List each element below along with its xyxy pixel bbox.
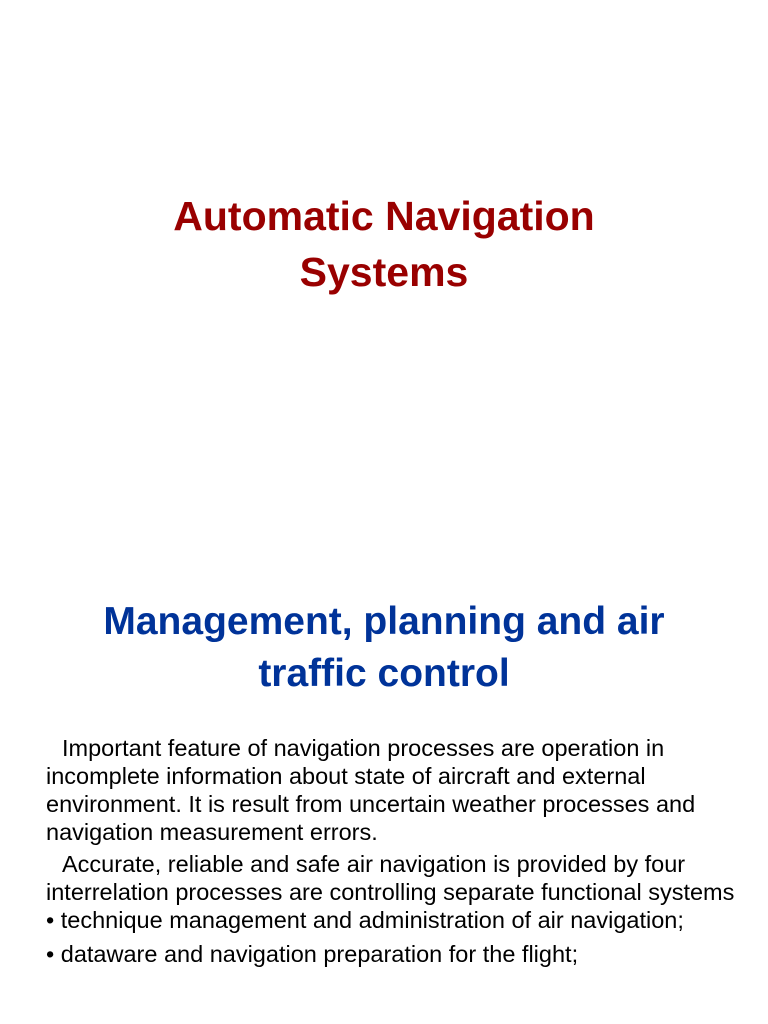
heading-line: traffic control: [258, 652, 510, 695]
slide-heading: [0, 596, 768, 700]
heading-line: Management, planning and air: [103, 600, 665, 643]
body-paragraph: Accurate, reliable and safe air navigation is provided by four interrelation processes are controlling separate functional systems: [46, 851, 735, 905]
bullet-item: • dataware and navigation preparation for the flight;: [46, 941, 579, 967]
slide-body: [46, 734, 744, 968]
title-line: Automatic Navigation: [173, 193, 595, 239]
bullet-item: • technique management and administration of air navigation;: [46, 907, 684, 933]
slide-management: [0, 560, 768, 1024]
body-paragraph: Important feature of navigation processes are operation in incomplete information about state of aircraft and external environment. It is result from uncertain weather processes and navigation measurement errors.: [46, 735, 696, 845]
presentation-title: [0, 188, 768, 300]
title-line: Systems: [299, 249, 469, 295]
